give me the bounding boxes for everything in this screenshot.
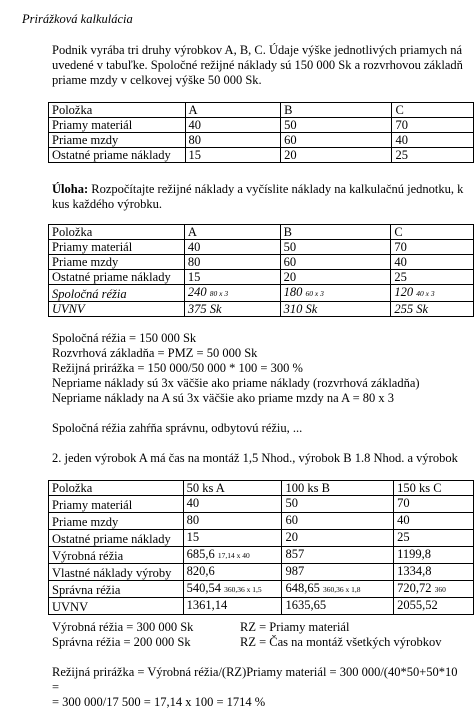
table-cell: 60 — [281, 133, 392, 148]
table-cell — [282, 564, 394, 581]
calc-line: Režijná prirážka = 150 000/50 000 * 100 = 300 % — [52, 361, 303, 375]
table-header-cell: B — [281, 103, 392, 118]
rz-material-line: RZ = Priamy materiál — [240, 620, 350, 634]
cell-value: 857 — [285, 547, 305, 561]
table-row — [49, 118, 474, 133]
table-cell — [282, 547, 394, 564]
table-cell: Ostatné priame náklady — [49, 530, 184, 547]
cell-note: 360,36 x 1,5 — [224, 585, 262, 594]
table-cell — [282, 598, 394, 615]
table-cell: 50 — [280, 240, 391, 255]
table-header-cell: 150 ks C — [394, 481, 474, 496]
table-cell — [282, 496, 394, 513]
table-cell — [183, 547, 282, 564]
cost-table-3 — [48, 480, 474, 615]
table-cell — [282, 581, 394, 598]
table-cell — [183, 530, 282, 547]
table-header-cell: Položka — [49, 481, 184, 496]
table-header-cell: Položka — [49, 103, 186, 118]
table-header-row — [49, 225, 474, 240]
note-line: Spoločná réžia zahŕňa správnu, odbytovú réžiu, ... — [52, 421, 303, 435]
table-cell: 375 Sk — [184, 302, 280, 317]
vyrobna-rezia-line: Výrobná réžia = 300 000 Sk — [52, 620, 194, 634]
table-header-cell: 50 ks A — [183, 481, 282, 496]
table-header-cell: Položka — [49, 225, 185, 240]
task-text: Rozpočítajte režijné náklady a vyčíslite náklady na kalkulačnú jednotku, k — [88, 182, 464, 196]
table-cell: UVNV — [49, 598, 184, 615]
cell-value: 1334,8 — [397, 564, 432, 578]
calc-line: Rozvrhová základňa = PMZ = 50 000 Sk — [52, 346, 258, 360]
cell-value: 240 — [187, 285, 207, 299]
table-row — [49, 530, 474, 547]
table-cell: 310 Sk — [280, 302, 391, 317]
cell-note: 360,36 x 1,8 — [322, 585, 361, 594]
cell-note: 360 — [434, 585, 446, 594]
cell-value: 60 — [285, 513, 298, 527]
table-cell: 255 Sk — [391, 302, 474, 317]
table-cell — [183, 564, 282, 581]
table-row — [49, 564, 474, 581]
cell-value: 80 — [186, 513, 200, 527]
intro-line-1: Podnik vyrába tri druhy výrobkov A, B, C. Údaje výške jednotlivých priamych ná — [52, 43, 463, 57]
table-cell: Výrobná réžia — [49, 547, 184, 564]
table-cell — [184, 285, 280, 302]
table-row — [49, 513, 474, 530]
table-cell: Správna réžia — [49, 581, 184, 598]
cell-value: 15 — [186, 530, 200, 544]
cell-value: 120 — [394, 285, 414, 299]
task-line-2: kus každého výrobku. — [52, 197, 163, 211]
table-cell: 70 — [391, 240, 474, 255]
spravna-rezia-line: Správna réžia = 200 000 Sk — [52, 635, 191, 649]
table-cell: Priame mzdy — [49, 513, 184, 530]
table-row — [49, 496, 474, 513]
cell-value: 720,72 — [397, 581, 432, 595]
table-cell: 60 — [280, 255, 391, 270]
table-cell: Spoločná réžia — [49, 285, 185, 302]
table-cell: Priame mzdy — [49, 133, 186, 148]
cell-value: 820,6 — [186, 564, 215, 578]
formula-line: = 300 000/17 500 = 17,14 x 100 = 1714 % — [52, 695, 266, 709]
table-cell: 15 — [184, 270, 280, 285]
table-cell: Ostatné priame náklady — [49, 148, 186, 163]
table-cell: UVNV — [49, 302, 185, 317]
cell-value: 40 — [397, 513, 410, 527]
document-title: Prirážková kalkulácia — [22, 12, 133, 26]
table-row-uvnv — [49, 302, 474, 317]
cell-note: 40 x 3 — [416, 289, 435, 298]
table-cell — [280, 285, 391, 302]
table-cell — [394, 547, 474, 564]
cell-note: 60 x 3 — [305, 289, 324, 298]
calc-line: Nepriame náklady sú 3x väčšie ako priame náklady (rozvrhová základňa) — [52, 376, 420, 390]
cell-value: 25 — [397, 530, 410, 544]
table-row — [49, 148, 474, 163]
table-cell: 20 — [280, 270, 391, 285]
cell-value: 1199,8 — [397, 547, 431, 561]
cell-value: 987 — [285, 564, 305, 578]
cost-table-2 — [48, 224, 474, 317]
cell-value: 50 — [285, 496, 298, 510]
table-row — [49, 581, 474, 598]
table-cell: 80 — [184, 255, 280, 270]
cell-value: 685,6 — [186, 547, 215, 561]
table-row — [49, 255, 474, 270]
table-cell — [394, 530, 474, 547]
table-cell — [394, 564, 474, 581]
table-cell: Vlastné náklady výroby — [49, 564, 184, 581]
table-cell — [183, 496, 282, 513]
table-cell: Priamy materiál — [49, 240, 185, 255]
table-cell: Priame mzdy — [49, 255, 185, 270]
cell-note: 17,14 x 40 — [217, 551, 250, 560]
table-row — [49, 547, 474, 564]
table-cell: 25 — [392, 148, 474, 163]
table-cell: 40 — [184, 240, 280, 255]
cell-value: 2055,52 — [397, 598, 438, 612]
table-cell: 40 — [391, 255, 474, 270]
table-cell — [394, 496, 474, 513]
table-cell: 40 — [185, 118, 281, 133]
table-row — [49, 133, 474, 148]
table-header-cell: B — [280, 225, 391, 240]
cell-value: 1635,65 — [285, 598, 327, 612]
table-cell: 80 — [185, 133, 281, 148]
cell-value: 648,65 — [285, 581, 320, 595]
table-header-row — [49, 103, 474, 118]
cell-value: 1361,14 — [186, 598, 228, 612]
table-header-cell: A — [184, 225, 280, 240]
table-row — [49, 240, 474, 255]
formula-line: Režijná prirážka = Výrobná réžia/(RZ)Priamy materiál = 300 000/(40*50+50*10 — [52, 665, 458, 679]
table-cell: Priamy materiál — [49, 496, 184, 513]
table-cell — [394, 598, 474, 615]
task-label: Úloha: — [52, 182, 89, 196]
table-cell: 70 — [392, 118, 474, 133]
table-header-cell: 100 ks B — [282, 481, 394, 496]
table-header-cell: A — [185, 103, 281, 118]
table-cell: 25 — [391, 270, 474, 285]
formula-line: = — [52, 680, 60, 694]
table-cell — [183, 598, 282, 615]
table-row — [49, 598, 474, 615]
table-cell — [183, 581, 282, 598]
table-cell — [391, 285, 474, 302]
cell-value: 180 — [283, 285, 303, 299]
table-cell: Priamy materiál — [49, 118, 186, 133]
cost-table-1 — [48, 102, 474, 163]
table-cell: 15 — [185, 148, 281, 163]
table-cell — [394, 513, 474, 530]
cell-note: 80 x 3 — [209, 289, 229, 298]
intro-line-2: uvedené v tabuľke. Spoločné režijné náklady sú 150 000 Sk a rozvrhovou základň — [52, 58, 463, 72]
table-cell: Ostatné priame náklady — [49, 270, 185, 285]
table-cell — [394, 581, 474, 598]
rz-cas-line: RZ = Čas na montáž všetkých výrobkov — [240, 635, 442, 649]
cell-value: 70 — [397, 496, 410, 510]
task-2-line: 2. jeden výrobok A má čas na montáž 1,5 Nhod., výrobok B 1.8 Nhod. a výrobok — [52, 451, 458, 465]
cell-value: 20 — [285, 530, 298, 544]
table-cell — [183, 513, 282, 530]
task-line-1 — [52, 182, 463, 196]
table-cell: 40 — [392, 133, 474, 148]
table-header-cell: C — [391, 225, 474, 240]
table-row-rezia — [49, 285, 474, 302]
cell-value: 540,54 — [186, 581, 221, 595]
table-cell: 20 — [281, 148, 392, 163]
table-header-cell: C — [392, 103, 474, 118]
cell-value: 40 — [186, 496, 200, 510]
table-cell — [282, 513, 394, 530]
intro-line-3: priame mzdy v celkovej výške 50 000 Sk. — [52, 73, 262, 87]
table-header-row — [49, 481, 474, 496]
calc-line: Nepriame náklady na A sú 3x väčšie ako priame mzdy na A = 80 x 3 — [52, 391, 395, 405]
table-cell: 50 — [281, 118, 392, 133]
calc-line: Spoločná réžia = 150 000 Sk — [52, 331, 197, 345]
table-cell — [282, 530, 394, 547]
table-row — [49, 270, 474, 285]
